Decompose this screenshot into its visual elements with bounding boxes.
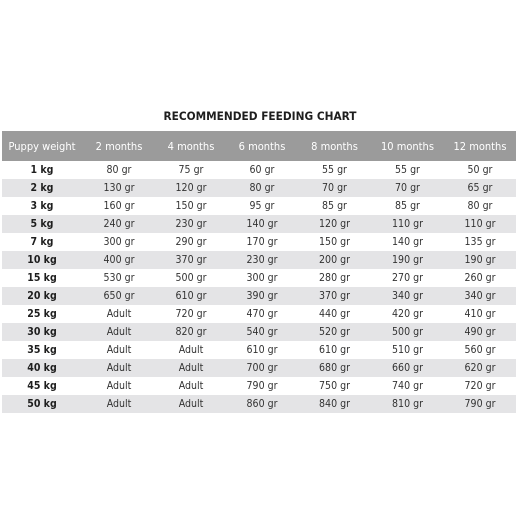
portion-cell: 230 gr <box>175 218 207 230</box>
portion-cell: 95 gr <box>249 200 275 212</box>
table-row <box>2 179 516 197</box>
portion-cell: 820 gr <box>175 326 207 338</box>
table-row <box>2 341 516 359</box>
table-row <box>2 359 516 377</box>
portion-cell: 290 gr <box>175 236 207 248</box>
portion-cell: 130 gr <box>103 182 135 194</box>
chart-title: RECOMMENDED FEEDING CHART <box>163 109 357 123</box>
header-row <box>2 131 516 161</box>
portion-cell: Adult <box>106 326 132 338</box>
table-row <box>2 269 516 287</box>
portion-cell: 700 gr <box>246 362 278 374</box>
portion-cell: 560 gr <box>464 344 496 356</box>
portion-cell: Adult <box>106 308 132 320</box>
portion-cell: 140 gr <box>246 218 278 230</box>
portion-cell: 300 gr <box>103 236 135 248</box>
portion-cell: Adult <box>106 380 132 392</box>
portion-cell: 420 gr <box>392 308 423 320</box>
portion-cell: 170 gr <box>246 236 278 248</box>
portion-cell: 65 gr <box>467 182 493 194</box>
portion-cell: 135 gr <box>464 236 496 248</box>
portion-cell: 150 gr <box>319 236 350 248</box>
portion-cell: 150 gr <box>175 200 207 212</box>
weight-cell: 7 kg <box>30 236 54 248</box>
portion-cell: 70 gr <box>322 182 347 194</box>
table-row <box>2 215 516 233</box>
portion-cell: 650 gr <box>103 290 135 302</box>
portion-cell: 300 gr <box>246 272 278 284</box>
portion-cell: 80 gr <box>106 164 132 176</box>
table-row <box>2 233 516 251</box>
portion-cell: 750 gr <box>319 380 350 392</box>
portion-cell: Adult <box>178 380 204 392</box>
portion-cell: Adult <box>106 344 132 356</box>
table-row <box>2 287 516 305</box>
portion-cell: Adult <box>106 398 132 410</box>
portion-cell: Adult <box>178 398 204 410</box>
portion-cell: 200 gr <box>319 254 350 266</box>
feeding-chart-table <box>2 131 516 413</box>
portion-cell: 520 gr <box>319 326 350 338</box>
portion-cell: 610 gr <box>175 290 207 302</box>
table-row <box>2 161 516 179</box>
portion-cell: 680 gr <box>319 362 350 374</box>
weight-cell: 3 kg <box>30 200 54 212</box>
weight-cell: 45 kg <box>27 380 57 392</box>
portion-cell: 260 gr <box>464 272 496 284</box>
portion-cell: 190 gr <box>464 254 496 266</box>
table-row <box>2 395 516 413</box>
weight-cell: 35 kg <box>27 344 57 356</box>
portion-cell: 85 gr <box>322 200 347 212</box>
portion-cell: 140 gr <box>392 236 423 248</box>
portion-cell: Adult <box>178 344 204 356</box>
portion-cell: 440 gr <box>319 308 350 320</box>
portion-cell: 160 gr <box>103 200 135 212</box>
portion-cell: 230 gr <box>246 254 278 266</box>
portion-cell: 75 gr <box>178 164 204 176</box>
portion-cell: 470 gr <box>246 308 278 320</box>
portion-cell: 840 gr <box>319 398 350 410</box>
portion-cell: 60 gr <box>249 164 275 176</box>
weight-cell: 20 kg <box>27 290 57 302</box>
table-row <box>2 251 516 269</box>
portion-cell: 370 gr <box>319 290 350 302</box>
portion-cell: 510 gr <box>392 344 423 356</box>
portion-cell: 860 gr <box>246 398 278 410</box>
portion-cell: 370 gr <box>175 254 207 266</box>
portion-cell: 500 gr <box>175 272 207 284</box>
portion-cell: 55 gr <box>395 164 420 176</box>
portion-cell: Adult <box>178 362 204 374</box>
column-header-age: 8 months <box>311 139 358 153</box>
table-row <box>2 377 516 395</box>
portion-cell: 80 gr <box>249 182 275 194</box>
portion-cell: 340 gr <box>392 290 423 302</box>
table-body <box>2 161 516 413</box>
portion-cell: 500 gr <box>392 326 423 338</box>
portion-cell: 810 gr <box>392 398 423 410</box>
portion-cell: 110 gr <box>464 218 496 230</box>
portion-cell: 85 gr <box>395 200 420 212</box>
column-header-age: 2 months <box>95 139 143 153</box>
column-header-age: 10 months <box>380 139 434 153</box>
weight-cell: 40 kg <box>27 362 57 374</box>
weight-cell: 2 kg <box>30 182 54 194</box>
weight-cell: 1 kg <box>30 164 54 176</box>
portion-cell: 70 gr <box>395 182 420 194</box>
weight-cell: 5 kg <box>30 218 54 230</box>
portion-cell: 490 gr <box>464 326 496 338</box>
portion-cell: 610 gr <box>246 344 278 356</box>
column-header-age: 12 months <box>453 139 507 153</box>
portion-cell: 620 gr <box>464 362 496 374</box>
portion-cell: 400 gr <box>103 254 135 266</box>
portion-cell: 660 gr <box>392 362 423 374</box>
column-header-age: 4 months <box>167 139 215 153</box>
portion-cell: 720 gr <box>464 380 496 392</box>
portion-cell: 740 gr <box>392 380 423 392</box>
portion-cell: 540 gr <box>246 326 278 338</box>
portion-cell: Adult <box>106 362 132 374</box>
column-header-puppy-weight: Puppy weight <box>8 139 76 153</box>
table-row <box>2 305 516 323</box>
column-header-age: 6 months <box>238 139 286 153</box>
weight-cell: 25 kg <box>27 308 57 320</box>
portion-cell: 390 gr <box>246 290 278 302</box>
portion-cell: 50 gr <box>467 164 493 176</box>
weight-cell: 50 kg <box>27 398 57 410</box>
portion-cell: 340 gr <box>464 290 496 302</box>
weight-cell: 10 kg <box>27 254 57 266</box>
weight-cell: 30 kg <box>27 326 57 338</box>
portion-cell: 240 gr <box>103 218 135 230</box>
portion-cell: 610 gr <box>319 344 350 356</box>
portion-cell: 410 gr <box>464 308 496 320</box>
portion-cell: 120 gr <box>319 218 350 230</box>
table-row <box>2 197 516 215</box>
portion-cell: 790 gr <box>464 398 496 410</box>
weight-cell: 15 kg <box>27 272 57 284</box>
portion-cell: 280 gr <box>319 272 350 284</box>
portion-cell: 190 gr <box>392 254 423 266</box>
portion-cell: 530 gr <box>103 272 135 284</box>
portion-cell: 120 gr <box>175 182 207 194</box>
table-header <box>2 131 516 161</box>
portion-cell: 110 gr <box>392 218 423 230</box>
portion-cell: 55 gr <box>322 164 347 176</box>
portion-cell: 720 gr <box>175 308 207 320</box>
portion-cell: 790 gr <box>246 380 278 392</box>
table-row <box>2 323 516 341</box>
portion-cell: 80 gr <box>467 200 493 212</box>
portion-cell: 270 gr <box>392 272 423 284</box>
